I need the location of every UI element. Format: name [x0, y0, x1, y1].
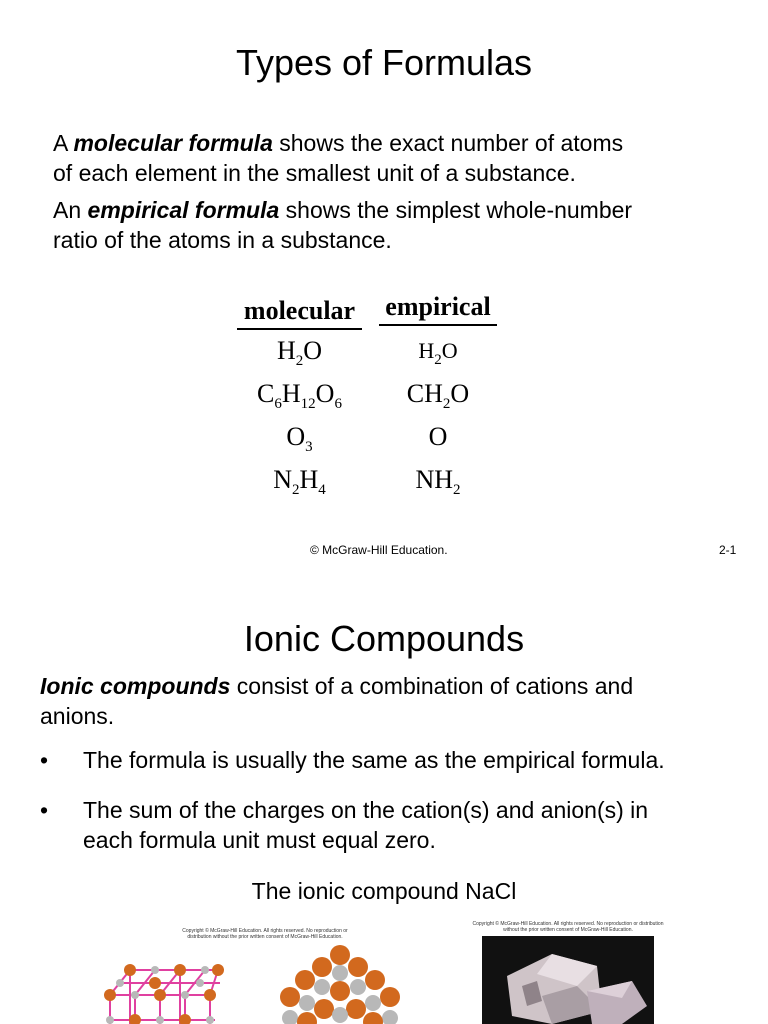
text: A — [53, 130, 74, 156]
bullet-list — [40, 745, 740, 855]
text: shows the exact number of atoms — [272, 130, 624, 156]
image-copyright: Copyright © McGraw-Hill Education. All rights reserved. No reproduction or distribution without the prior written consent of McGraw-Hill Education. — [472, 921, 664, 933]
element-symbol: CH — [406, 379, 443, 408]
text: ratio of the atoms in a substance. — [53, 227, 392, 253]
nacl-lattice-and-packing-model — [100, 925, 425, 1024]
bullet-item — [40, 745, 740, 775]
subscript: 2 — [453, 482, 461, 498]
molecular-column — [237, 292, 362, 498]
text: anions. — [40, 703, 115, 729]
element-symbol: O — [441, 338, 458, 363]
bullet-icon: • — [40, 747, 49, 773]
nacl-models-image — [100, 925, 425, 1024]
slide-ionic-compounds — [0, 576, 768, 1024]
nacl-crystal-photo — [468, 920, 668, 1024]
ionic-compounds-definition — [40, 671, 740, 731]
empirical-cells — [379, 338, 497, 498]
element-symbol: NH — [415, 465, 454, 494]
column-header-empirical: empirical — [379, 292, 497, 326]
empirical-formula-definition — [53, 195, 733, 255]
figure-caption: The ionic compound NaCl — [251, 878, 517, 904]
element-symbol: O — [428, 422, 448, 451]
empirical-formula-cell — [379, 379, 497, 412]
text: An — [53, 197, 88, 223]
column-header-molecular: molecular — [237, 296, 362, 330]
salt-crystal-image — [482, 936, 654, 1024]
empirical-formula-cell — [379, 465, 497, 498]
element-symbol: O — [303, 336, 323, 365]
image-copyright: Copyright © McGraw-Hill Education. All rights reserved. No reproduction or distribution without the prior written consent of McGraw-Hill Education. — [182, 928, 348, 940]
bullet-text: The sum of the charges on the cation(s) and anion(s) in — [83, 797, 649, 823]
term-ionic-compounds: Ionic compounds — [40, 673, 231, 699]
bullet-text: The formula is usually the same as the empirical formula. — [83, 747, 665, 773]
molecular-formula-cell — [237, 465, 362, 498]
element-symbol: H — [299, 465, 319, 494]
bullet-item — [40, 795, 740, 855]
molecular-formula-cell — [237, 422, 362, 455]
element-symbol: O — [450, 379, 470, 408]
element-symbol: H — [281, 379, 301, 408]
element-symbol: C — [257, 379, 275, 408]
element-symbol: O — [315, 379, 335, 408]
slide-title: Types of Formulas — [235, 42, 533, 83]
element-symbol: N — [273, 465, 292, 494]
copyright-footer: © McGraw-Hill Education. — [310, 543, 448, 557]
subscript: 2 — [295, 353, 304, 369]
element-symbol: O — [286, 422, 306, 451]
term-empirical-formula: empirical formula — [87, 197, 280, 223]
slide-number: 2-1 — [719, 543, 737, 557]
subscript: 2 — [292, 482, 300, 498]
subscript: 12 — [300, 396, 316, 412]
bullet-text: each formula unit must equal zero. — [83, 827, 436, 853]
term-molecular-formula: molecular formula — [73, 130, 273, 156]
molecular-formula-cell — [237, 379, 362, 412]
text: of each element in the smallest unit of a substance. — [53, 160, 576, 186]
empirical-formula-cell — [379, 338, 497, 368]
subscript: 6 — [334, 396, 342, 412]
molecular-formula-cell — [237, 336, 362, 369]
text: consist of a combination of cations and — [230, 673, 634, 699]
slide-title: Ionic Compounds — [243, 618, 525, 659]
subscript: 3 — [305, 439, 313, 455]
space-filling-model — [280, 945, 400, 1024]
molecular-cells — [237, 336, 362, 498]
subscript: 4 — [318, 482, 326, 498]
empirical-formula-cell — [379, 424, 497, 450]
element-symbol: H — [418, 338, 435, 363]
subscript: 2 — [434, 352, 442, 368]
text: shows the simplest whole-number — [279, 197, 633, 223]
empirical-column — [379, 292, 497, 498]
subscript: 6 — [274, 396, 282, 412]
bullet-icon: • — [40, 797, 49, 823]
subscript: 2 — [442, 396, 451, 412]
molecular-formula-definition — [53, 128, 733, 188]
element-symbol: H — [276, 336, 296, 365]
